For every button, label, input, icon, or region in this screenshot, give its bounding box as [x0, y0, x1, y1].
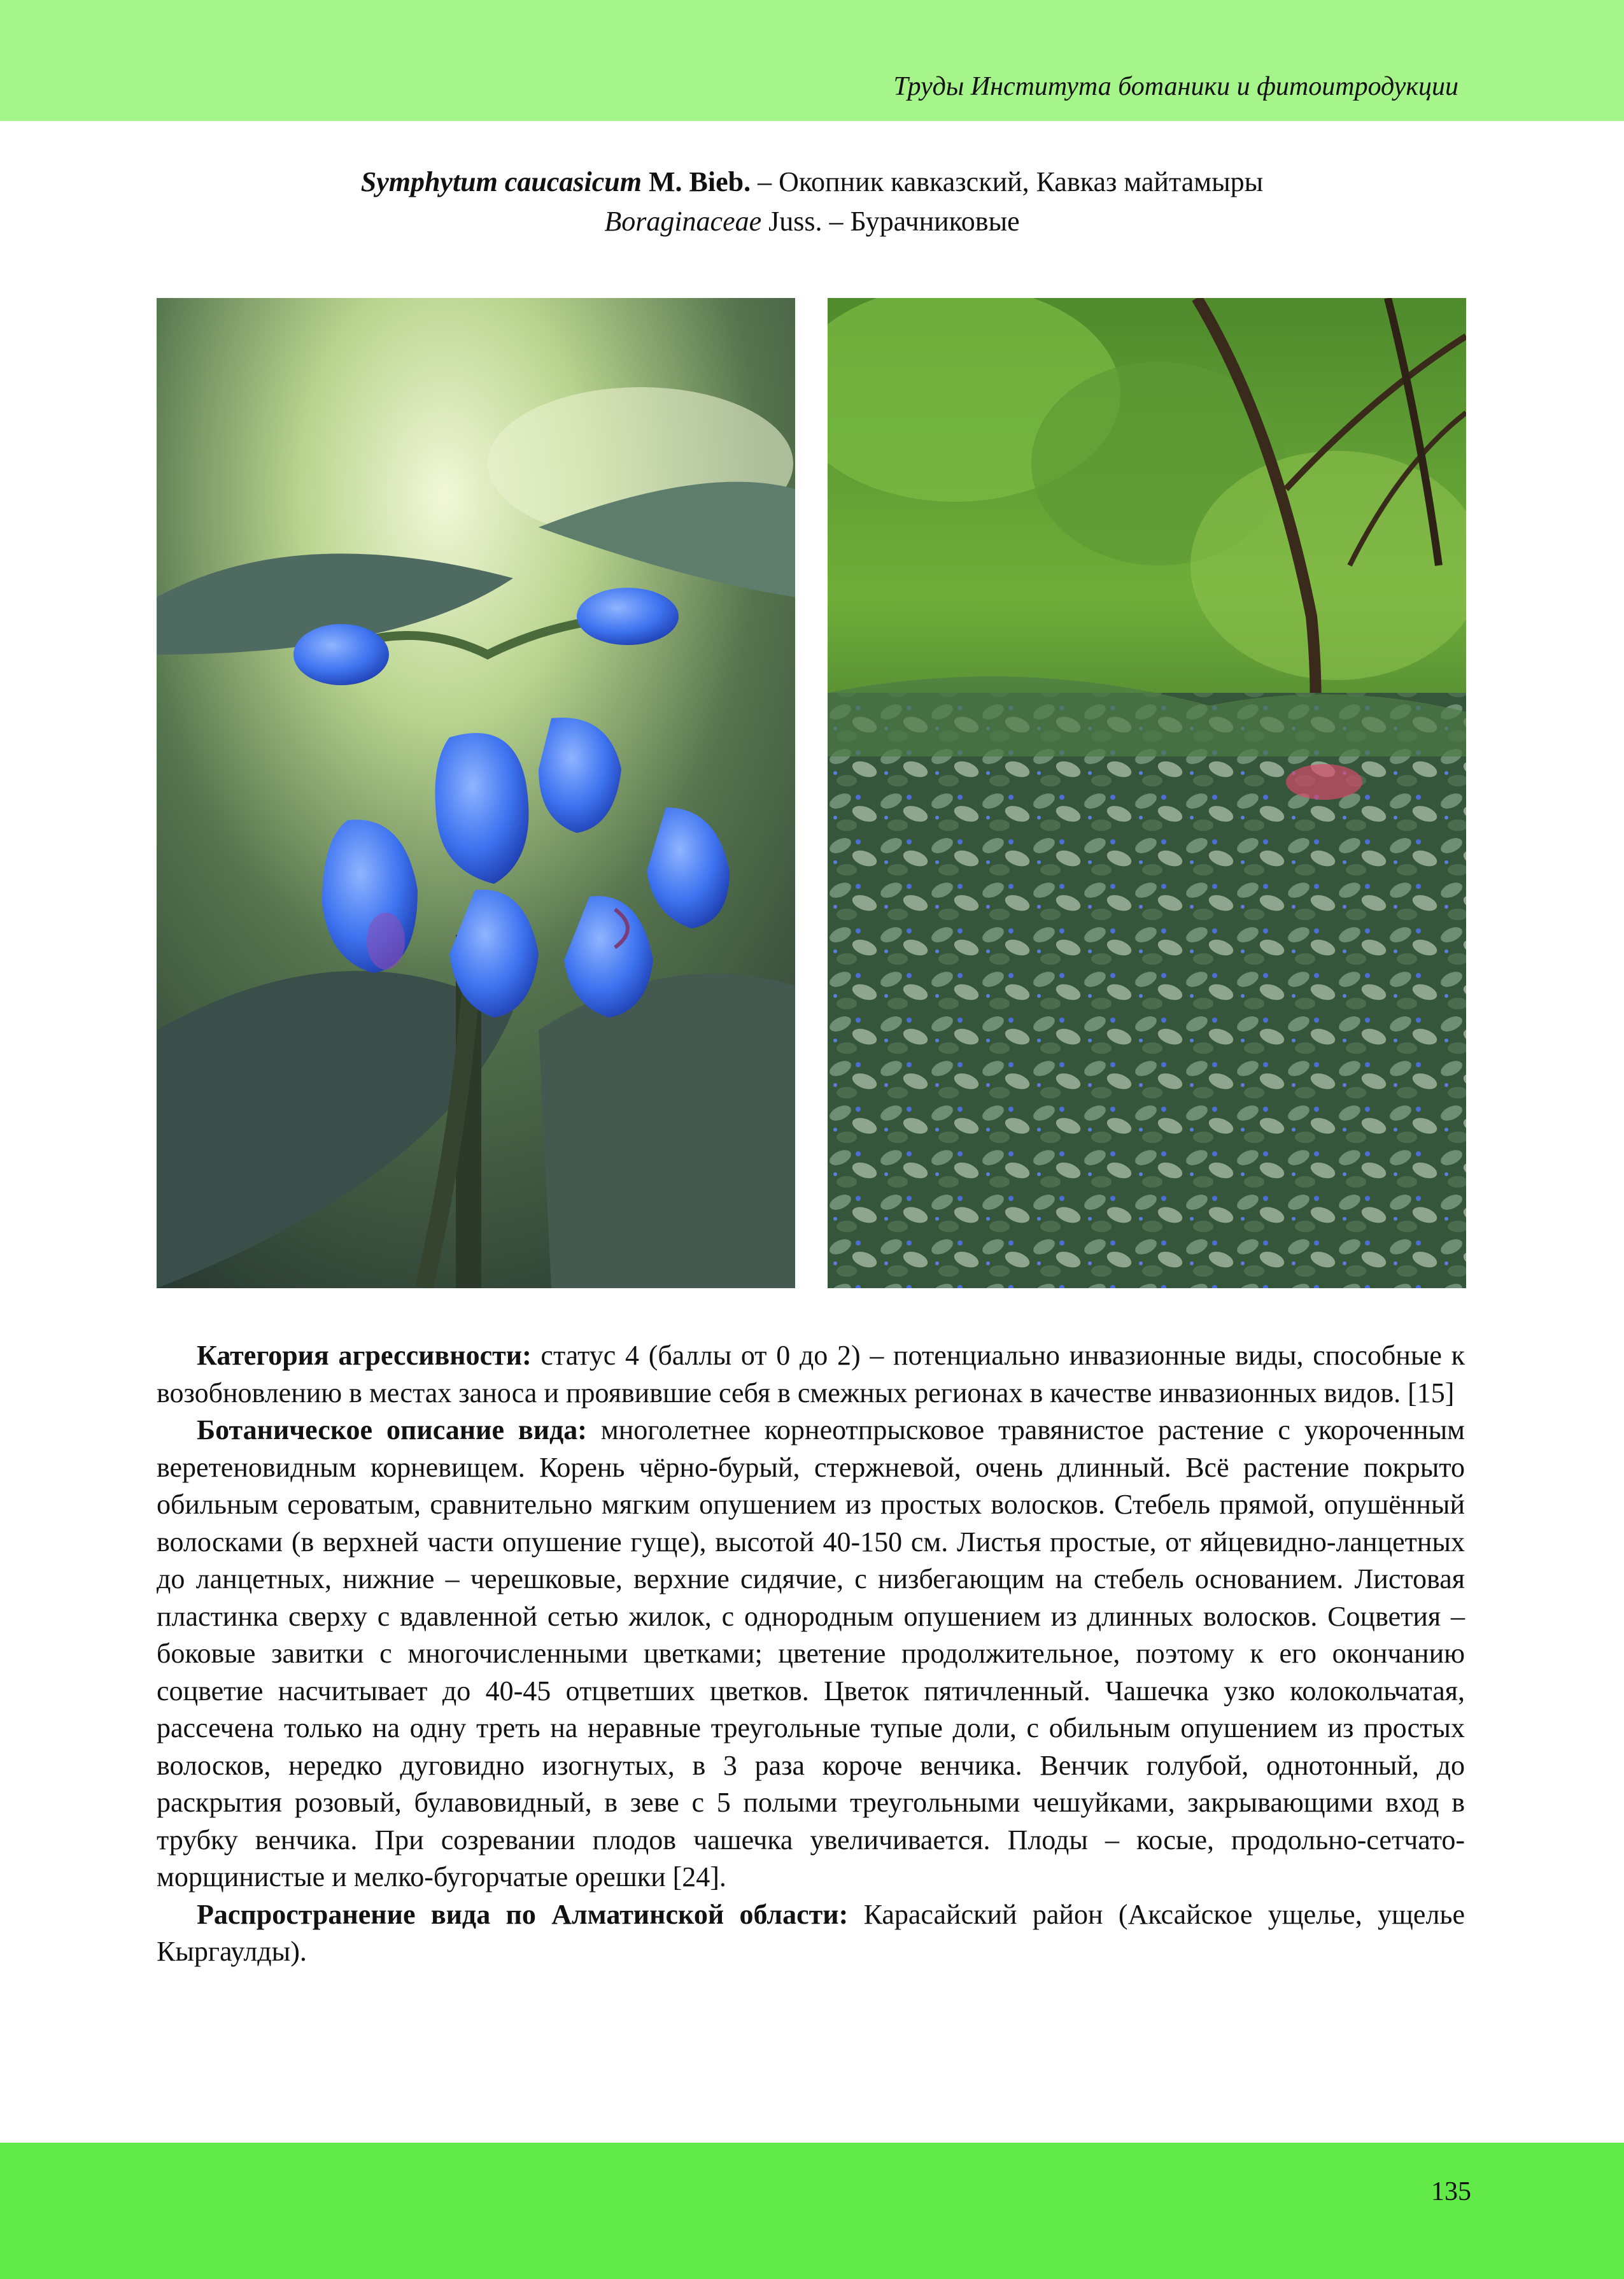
distribution-label: Распространение вида по Алматинской области: — [197, 1898, 849, 1930]
species-title-block — [0, 162, 1624, 241]
botanical-description-label: Ботаническое описание вида: — [197, 1414, 587, 1445]
journal-title: Труды Института ботаники и фитоитродукции — [893, 72, 1458, 101]
page-number: 135 — [1431, 2177, 1471, 2206]
family-author: Juss. — [768, 206, 823, 237]
family-line — [0, 202, 1624, 241]
flower-closeup-photo — [157, 298, 795, 1288]
habitat-photo — [828, 298, 1466, 1288]
distribution-paragraph — [157, 1896, 1465, 1971]
aggressiveness-paragraph — [157, 1337, 1465, 1412]
header-band — [0, 0, 1624, 121]
aggressiveness-label: Категория агрессивности: — [197, 1340, 532, 1371]
family-latin-name: Boraginaceae — [604, 206, 762, 237]
species-author: M. Bieb. — [648, 166, 751, 197]
species-latin-name: Symphytum caucasicum — [360, 166, 642, 197]
species-common-names: – Окопник кавказский, Кавказ майтамыры — [758, 166, 1264, 197]
footer-band — [0, 2143, 1624, 2279]
family-russian-name: – Бурачниковые — [829, 206, 1020, 237]
aggressiveness-text: статус 4 (баллы от 0 до 2) – потенциально инвазионные виды, способные к возобновлению в местах заноса и проявившие себя в смежных регионах в качестве инвазионных видов. [15] — [157, 1340, 1465, 1409]
botanical-description-text: многолетнее корнеотпрысковое травянистое растение с укороченным веретеновидным корневищем. Корень чёрно-бурый, стержневой, очень длинный. Всё растение покрыто обильным сероватым, сравнительно мягким опушением из простых волосков. Стебель прямой, опушённый волосками (в верхней части опушение гуще), высотой 40-150 см. Листья простые, от яйцевидно-ланцетных до ланцетных, нижние – черешковые, верхние сидячие, с низбегающим на стебель основанием. Листовая пластинка сверху с вдавленной сетью жилок, с однородным опушением из длинных волосков. Соцветия – боковые завитки с многочисленными цветками; цветение продолжительное, поэтому к его окончанию соцветие насчитывает до 40-45 отцветших цветков. Цветок пятичленный. Чашечка узко колокольчатая, рассечена только на одну треть на неравные треугольные тупые доли, с обильным опушением из простых волосков, нередко дуговидно изогнутых, в 3 раза короче венчика. Венчик голубой, однотонный, до раскрытия розовый, булавовидный, в зеве с 5 полыми треугольными чешуйками, закрывающими вход в трубку венчика. При созревании плодов чашечка увеличивается. Плоды – косые, продольно-сетчато-морщинистые и мелко-бугорчатые орешки [24]. — [157, 1414, 1465, 1892]
species-name-line — [0, 162, 1624, 202]
distribution-text: Карасайский район (Аксайское ущелье, ущелье Кыргаулды). — [157, 1898, 1465, 1967]
botanical-description-paragraph — [157, 1412, 1465, 1896]
description-text — [157, 1337, 1465, 1971]
